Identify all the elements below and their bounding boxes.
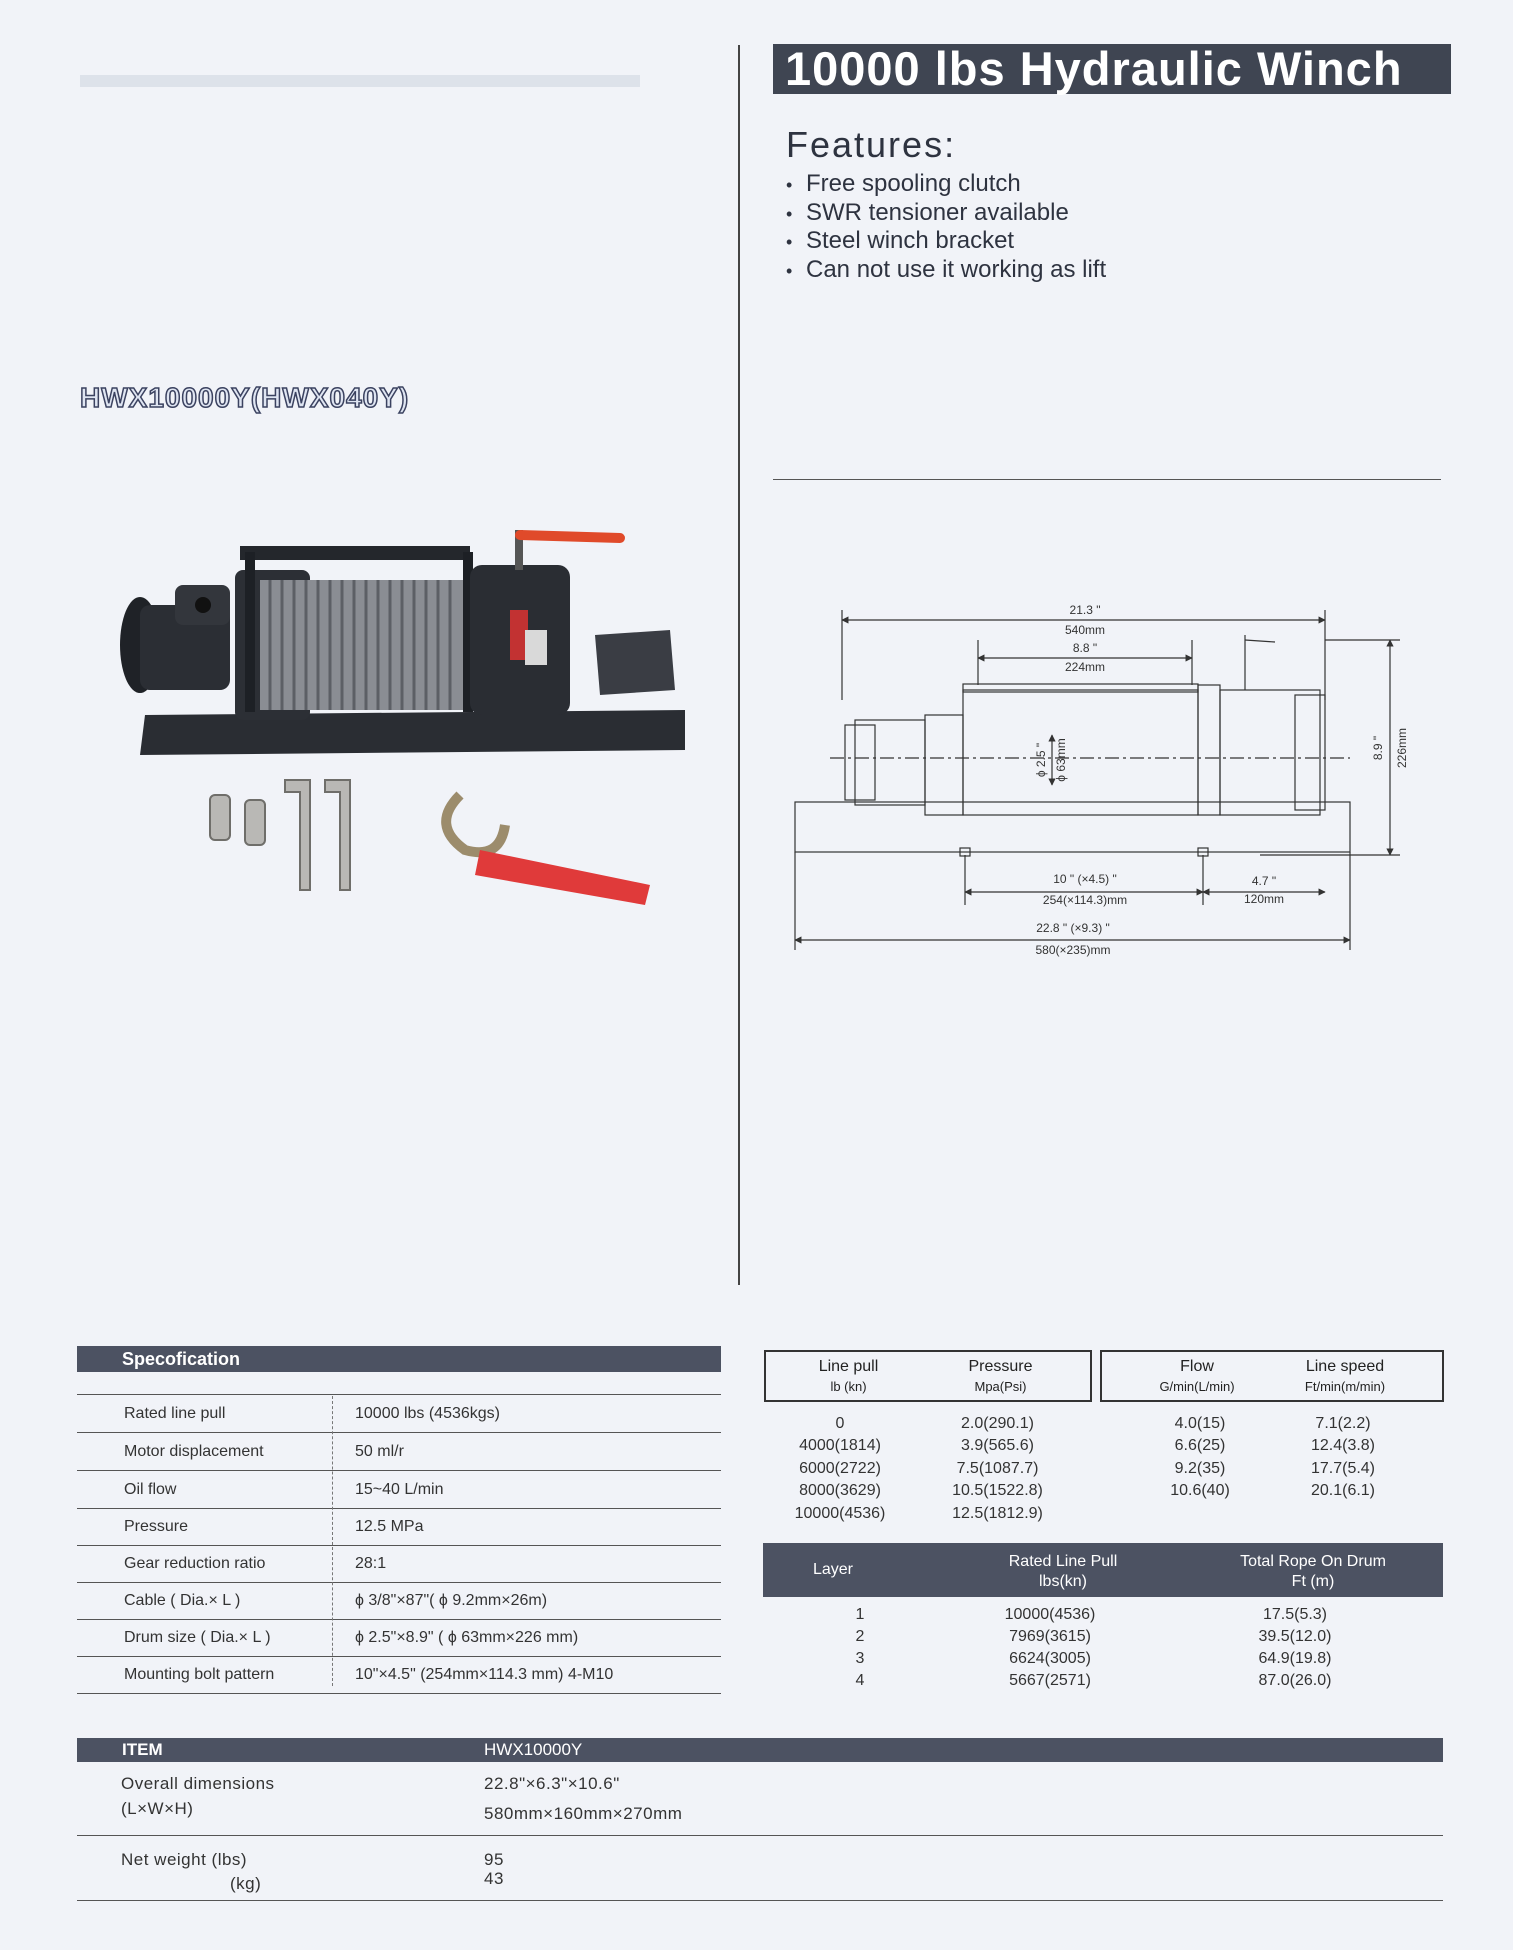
- layer-cell: 39.5(12.0): [1258, 1628, 1332, 1645]
- perf-cell: 10.5(1522.8): [952, 1482, 1043, 1499]
- perf-cell: 0: [835, 1415, 845, 1432]
- divider-line: [773, 479, 1441, 480]
- layer-cell: 10000(4536): [1004, 1606, 1096, 1623]
- dim-dia-in: ϕ 2.5 ": [1034, 742, 1048, 778]
- perf-cell: 4000(1814): [799, 1437, 881, 1454]
- item-table-header: ITEM HWX10000Y: [77, 1738, 1443, 1762]
- dim-height-mm: 226mm: [1395, 727, 1409, 769]
- feature-item: • Free spooling clutch: [786, 170, 1021, 197]
- dim-length-in: 21.3 ": [1069, 603, 1101, 617]
- perf-cell: 17.7(5.4): [1310, 1460, 1376, 1477]
- perf-header-pull-pressure: Line pull lb (kn) Pressure Mpa(Psi): [764, 1350, 1092, 1402]
- feature-item: • Steel winch bracket: [786, 227, 1015, 254]
- divider-line: [77, 1900, 1443, 1901]
- perf-cell: 8000(3629): [799, 1482, 881, 1499]
- layer-cell: 3: [855, 1650, 865, 1667]
- layer-cell: 87.0(26.0): [1258, 1672, 1332, 1689]
- dim-drum-mm: 224mm: [1064, 660, 1106, 674]
- features-heading: Features:: [786, 124, 957, 165]
- weight-lbs: 95: [484, 1850, 504, 1869]
- perf-cell: 10000(4536): [794, 1505, 886, 1522]
- dim-offset-in: 4.7 ": [1251, 874, 1277, 888]
- layer-cell: 2: [855, 1628, 865, 1645]
- perf-cell: 10.6(40): [1170, 1482, 1230, 1499]
- spec-column-separator: [332, 1396, 333, 1686]
- spec-row: Drum size ( Dia.× L ) ϕ 2.5"×8.9" ( ϕ 63mm×226 mm): [77, 1619, 721, 1657]
- perf-cell: 12.5(1812.9): [952, 1505, 1043, 1522]
- page-title: 10000 lbs Hydraulic Winch: [773, 44, 1451, 94]
- dim-length-mm: 540mm: [1064, 623, 1106, 637]
- spec-row: Rated line pull 10000 lbs (4536kgs): [77, 1395, 721, 1433]
- layer-cell: 17.5(5.3): [1262, 1606, 1328, 1623]
- winch-photo: [85, 510, 685, 910]
- clutch-lever: [520, 535, 620, 538]
- spec-table-header: Specofication: [77, 1346, 721, 1372]
- layer-cell: 4: [855, 1672, 865, 1689]
- perf-cell: 6000(2722): [799, 1460, 881, 1477]
- weight-kg: 43: [484, 1869, 504, 1888]
- column-divider: [738, 45, 740, 1285]
- perf-cell: 9.2(35): [1174, 1460, 1226, 1477]
- spec-row: Oil flow 15~40 L/min: [77, 1471, 721, 1509]
- hook: [446, 795, 505, 852]
- perf-cell: 2.0(290.1): [961, 1415, 1034, 1432]
- layer-cell: 7969(3615): [1009, 1628, 1091, 1645]
- spec-row: Motor displacement 50 ml/r: [77, 1433, 721, 1471]
- dim-height-in: 8.9 ": [1371, 735, 1385, 761]
- perf-cell: 20.1(6.1): [1310, 1482, 1376, 1499]
- dim-bolt-mm: 254(×114.3)mm: [1042, 893, 1128, 907]
- dim-drum-in: 8.8 ": [1072, 641, 1098, 655]
- layer-cell: 64.9(19.8): [1258, 1650, 1332, 1667]
- spec-row: Pressure 12.5 MPa: [77, 1508, 721, 1546]
- layer-cell: 6624(3005): [1009, 1650, 1091, 1667]
- technical-drawing: [790, 590, 1460, 970]
- layer-cell: 5667(2571): [1009, 1672, 1091, 1689]
- feature-item: • Can not use it working as lift: [786, 255, 1107, 283]
- dim-base-mm: 580(×235)mm: [1035, 943, 1111, 957]
- accessories: [210, 780, 350, 890]
- perf-header-flow-speed: Flow G/min(L/min) Line speed Ft/min(m/min): [1100, 1350, 1444, 1402]
- perf-cell: 7.5(1087.7): [956, 1460, 1039, 1477]
- dim-base-in: 22.8 " (×9.3) ": [1036, 921, 1110, 935]
- divider-line: [77, 1835, 1443, 1836]
- dims-inches: 22.8"×6.3"×10.6": [484, 1774, 620, 1793]
- layer-table-header: Layer Rated Line Pull lbs(kn) Total Rope On Drum Ft (m): [763, 1543, 1443, 1597]
- spec-row: Mounting bolt pattern 10"×4.5" (254mm×114.3 mm) 4-M10: [77, 1656, 721, 1694]
- feature-item: • SWR tensioner available: [786, 198, 1069, 226]
- layer-cell: 1: [855, 1606, 865, 1623]
- dims-label: Overall dimensions: [121, 1774, 275, 1793]
- spec-row: Cable ( Dia.× L ) ϕ 3/8"×87"( ϕ 9.2mm×26m): [77, 1582, 721, 1620]
- weight-label-lbs: Net weight (lbs): [121, 1850, 248, 1869]
- features-list: [786, 170, 1106, 284]
- perf-cell: 12.4(3.8): [1310, 1437, 1376, 1454]
- perf-cell: 7.1(2.2): [1315, 1415, 1371, 1432]
- weight-label-kg: (kg): [230, 1874, 262, 1893]
- dim-bolt-in: 10 " (×4.5) ": [1053, 872, 1117, 886]
- dims-label-units: (L×W×H): [121, 1799, 194, 1818]
- dims-mm: 580mm×160mm×270mm: [484, 1804, 683, 1823]
- dim-offset-mm: 120mm: [1243, 892, 1285, 906]
- dim-dia-mm: ϕ 63mm: [1054, 738, 1068, 782]
- spec-row: Gear reduction ratio 28:1: [77, 1545, 721, 1583]
- perf-cell: 4.0(15): [1174, 1415, 1226, 1432]
- model-label: HWX10000Y(HWX040Y): [80, 382, 410, 413]
- perf-cell: 6.6(25): [1174, 1437, 1226, 1454]
- winch-base-plate: [140, 710, 685, 755]
- perf-cell: 3.9(565.6): [961, 1437, 1034, 1454]
- hook-strap: [475, 850, 650, 905]
